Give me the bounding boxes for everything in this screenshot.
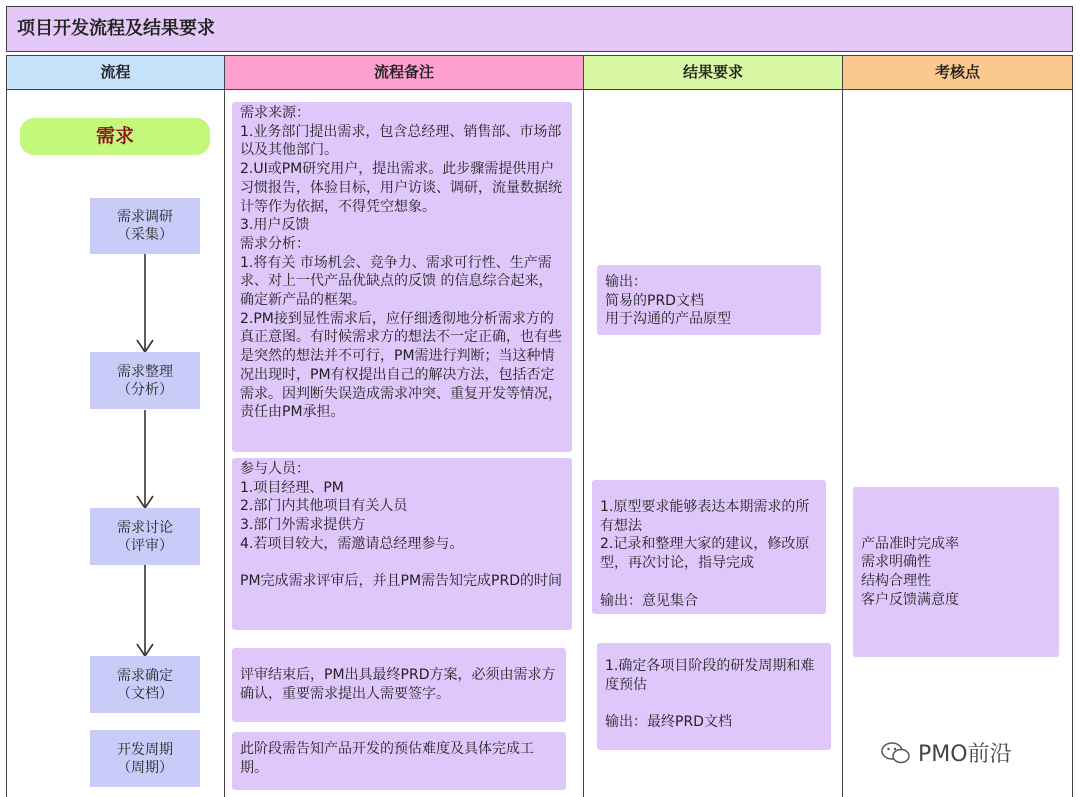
- header-flow: 流程: [6, 55, 225, 90]
- note-participants: 参与人员： 1.项目经理、PM 2.部门内其他项目有关人员 3.部门外需求提供方 4.若项目较大，需邀请总经理参与。 PM完成需求评审后，并且PM需告知完成PRD的时间: [232, 458, 572, 630]
- flow-step-confirm: 需求确定 （文档）: [90, 656, 200, 713]
- page-title: 项目开发流程及结果要求: [6, 6, 1073, 52]
- note-cycle: 此阶段需告知产品开发的预估难度及具体完成工期。: [232, 732, 566, 790]
- watermark: [880, 737, 1012, 768]
- flow-step-organize: 需求整理 （分析）: [90, 352, 200, 409]
- flow-step-discuss: 需求讨论 （评审）: [90, 508, 200, 565]
- flow-step-research: 需求调研 （采集）: [90, 198, 200, 254]
- flow-step-cycle: 开发周期 （周期）: [90, 730, 200, 787]
- result-simple-prd: 输出： 简易的PRD文档 用于沟通的产品原型: [597, 265, 821, 335]
- result-final-prd: 1.确定各项目阶段的研发周期和难度预估 输出：最终PRD文档: [597, 643, 831, 750]
- watermark-text: PMO前沿: [918, 742, 1012, 767]
- assessment-points: 产品准时完成率 需求明确性 结构合理性 客户反馈满意度: [853, 487, 1059, 657]
- note-requirement-source: 需求来源： 1.业务部门提出需求，包含总经理、销售部、市场部以及其他部门。 2.UI或PM研究用户，提出需求。此步骤需提供用户习惯报告，体验目标，用户访谈、调研，流量数据统计等作为依据，不得凭空想象。 3.用户反馈 需求分析： 1.将有关 市场机会、竞争力、需求可行性、生产需求、对上一代产品优缺点的反馈 的信息综合起来，确定新产品的框架。 2.PM接到显性需求后，应仔细透彻地分析需求方的真正意图。有时候需求方的想法不一定正确，也有些是突然的想法并不可行，PM需进行判断；当这种情况出现时，PM有权提出自己的解决方法，包括否定需求。因判断失误造成需求冲突、重复开发等情况，责任由PM承担。: [232, 102, 572, 452]
- note-review-end: 评审结束后，PM出具最终PRD方案，必须由需求方确认，重要需求提出人需要签字。: [232, 648, 566, 722]
- header-assessment: 考核点: [842, 55, 1073, 90]
- flow-start-pill: 需求: [20, 118, 210, 155]
- result-prototype: 1.原型要求能够表达本期需求的所有想法 2.记录和整理大家的建议，修改原型，再次讨论，指导完成 输出：意见集合: [592, 480, 826, 614]
- header-result: 结果要求: [583, 55, 843, 90]
- header-notes: 流程备注: [224, 55, 584, 90]
- wechat-icon: [880, 740, 912, 766]
